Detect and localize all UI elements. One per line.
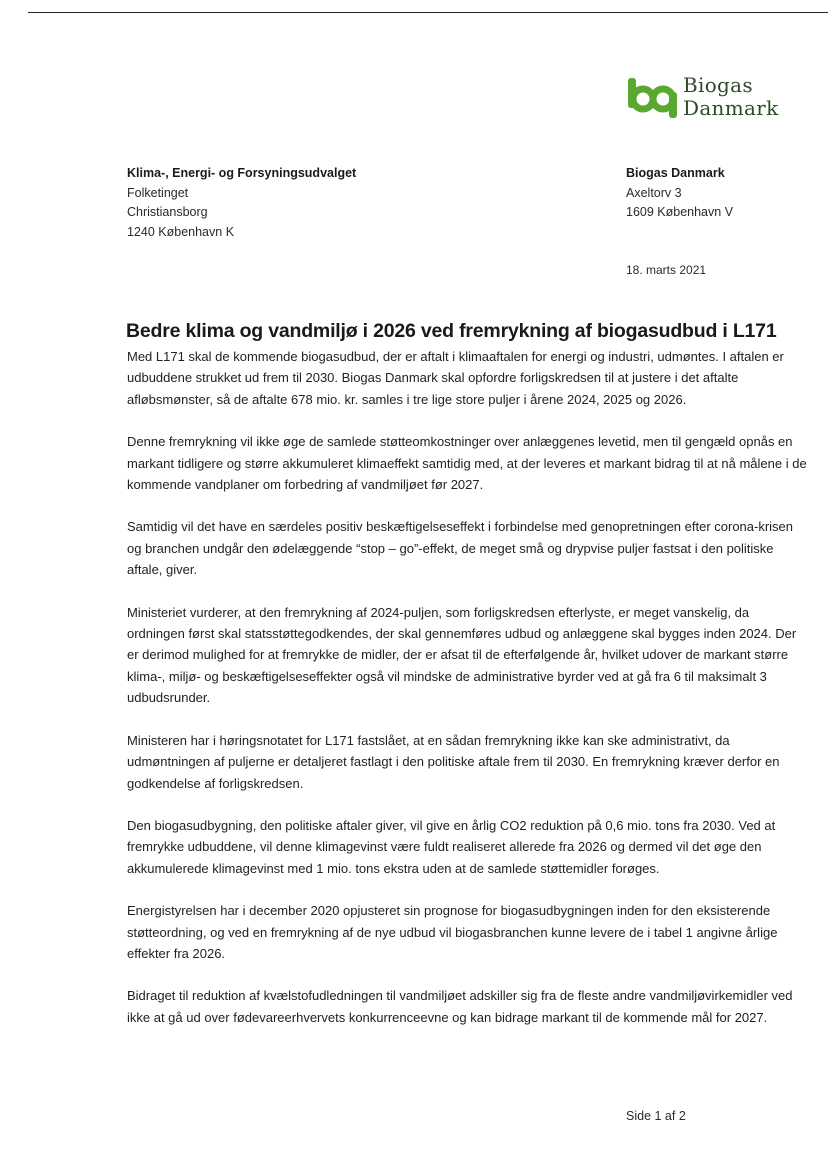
recipient-address	[127, 164, 356, 242]
logo-line-1: Biogas	[683, 73, 753, 97]
letter-body	[127, 346, 807, 1049]
sender-address	[626, 164, 733, 223]
recipient-line-1: Folketinget	[127, 185, 189, 200]
recipient-line-3: 1240 København K	[127, 224, 235, 239]
paragraph: Ministeriet vurderer, at den fremrykning af 2024-puljen, som forligskredsen efterlyste, er meget vanskelig, da ordningen først skal statsstøttegodkendes, der skal gennemføres udbud og anlæggene skal bygges inden 2024. Der er derimod mulighed for at fremrykke de midler, der er afsat til de efterfølgende år, hvilket udover de markant større klima-, miljø- og beskæftigelseseffekter også vil mindske de administrative byrder ved at gå fra 6 til maksimalt 3 udbudsrunder.	[127, 604, 797, 706]
sender-line-2: 1609 København V	[626, 205, 734, 219]
paragraph: Denne fremrykning vil ikke øge de samlede støtteomkostninger over anlæggenes levetid, men til gengæld opnås en markant tidligere og større akkumuleret klimaeffekt samtidig med, at der leveres et markant bidrag til at nå målene i de kommende vandplaner om forbedring af vandmiljøet før 2027.	[127, 434, 807, 493]
recipient-name: Klima-, Energi- og Forsyningsudvalget	[127, 166, 357, 180]
paragraph: Energistyrelsen har i december 2020 opjusteret sin prognose for biogasudbygningen inden for den eksisterende støtteordning, og ved en fremrykning af de nye udbud vil biogasbranchen kunne levere de i tabel 1 angivne årlige effekter fra 2026.	[127, 903, 778, 961]
sender-line-1: Axeltorv 3	[626, 185, 682, 200]
sender-name: Biogas Danmark	[626, 166, 725, 180]
biogas-danmark-logo	[626, 74, 796, 124]
paragraph: Ministeren har i høringsnotatet for L171 fastslået, at en sådan fremrykning ikke kan ske administrativt, da udmøntningen af puljerne er detaljeret fastlagt i den politiske aftale frem til 2030. En fremrykning kræver derfor en godkendelse af forligskredsen.	[127, 732, 780, 791]
paragraph: Med L171 skal de kommende biogasudbud, der er aftalt i klimaaftalen for energi og industri, udmøntes. I aftalen er udbuddene strukket ud frem til 2030. Biogas Danmark skal opfordre forligskredsen til at justere i det aftalte afløbsmønster, så de aftalte 678 mio. kr. samles i tre lige store puljer i årene 2024, 2025 og 2026.	[127, 349, 784, 407]
top-rule	[28, 12, 828, 13]
paragraph: Bidraget til reduktion af kvælstofudledningen til vandmiljøet adskiller sig fra de fleste andre vandmiljøvirkemidler ved ikke at gå ud over fødevareerhvervets konkurrenceevne og kan bidrage markant til de kommende mål for 2027.	[127, 988, 793, 1025]
bq-logo-icon	[626, 78, 678, 118]
paragraph: Den biogasudbygning, den politiske aftaler giver, vil give en årlig CO2 reduktion på 0,6 mio. tons fra 2030. Ved at fremrykke udbuddene, vil denne klimagevinst være fuldt realiseret allerede fra 2026 og dermed vil det øge den akkumulerede klimagevinst med 1 mio. tons ekstra uden at de samlede støttemidler forøges.	[127, 817, 776, 876]
letter-title: Bedre klima og vandmiljø i 2026 ved fremrykning af biogasudbud i L171	[126, 320, 777, 342]
letter-date: 18. marts 2021	[626, 263, 707, 277]
logo-line-2: Danmark	[683, 96, 779, 120]
page-number: Side 1 af 2	[626, 1109, 686, 1123]
recipient-line-2: Christiansborg	[127, 205, 208, 219]
paragraph: Samtidig vil det have en særdeles positiv beskæftigelseseffekt i forbindelse med genopretningen efter corona-krisen og branchen undgår den ødelæggende “stop – go”-effekt, de meget små og drypvise puljer fastsat i den politiske aftale, giver.	[127, 519, 794, 578]
